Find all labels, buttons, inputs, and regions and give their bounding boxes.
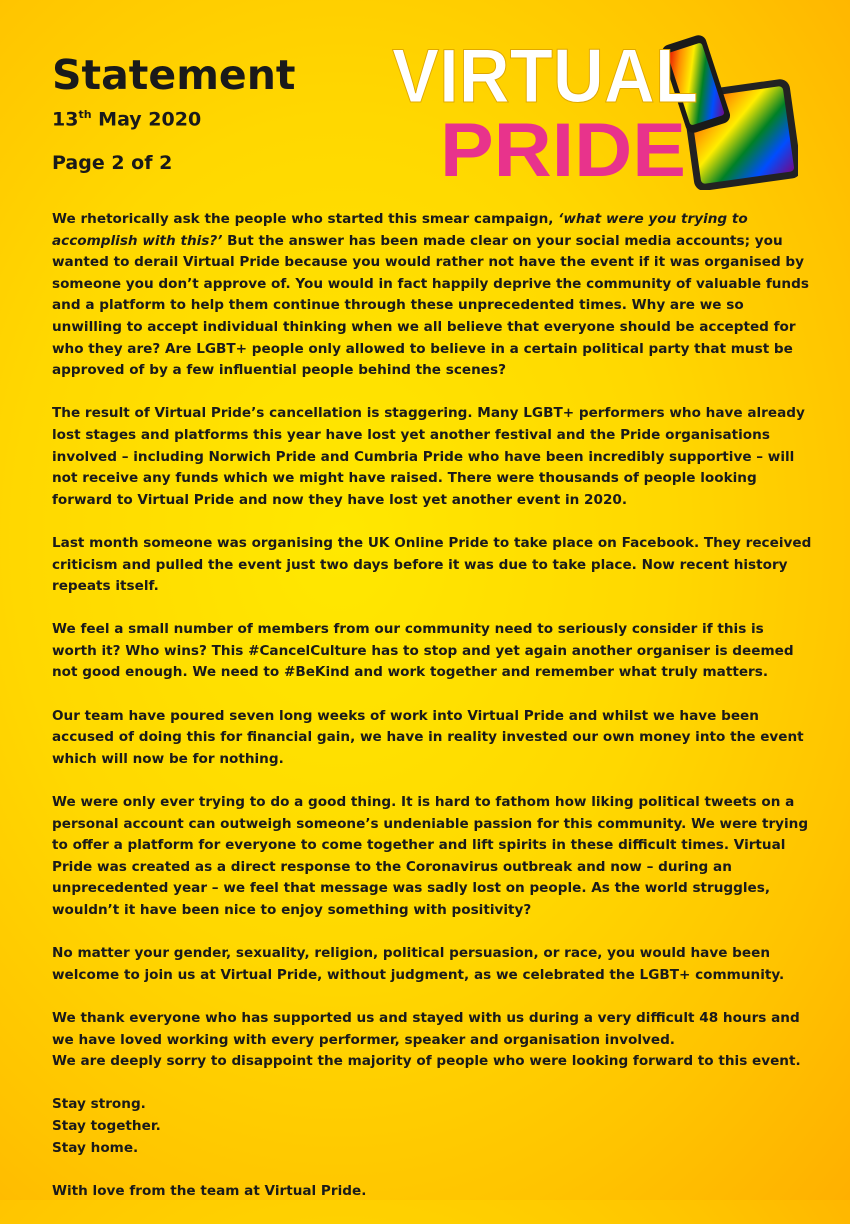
paragraph-9: We are deeply sorry to disappoint the majority of people who were looking forward to this event. (52, 1053, 801, 1070)
statement-date (52, 108, 296, 130)
logo-line-1: VIRTUAL (392, 34, 698, 119)
statement-header (52, 50, 296, 174)
paragraph-1 (52, 209, 812, 382)
statement-body (52, 209, 812, 1224)
paragraph-1-rest: But the answer has been made clear on your social media accounts; you wanted to derail Virtual Pride because you would rather not have the event if it was organised by someone you don’t approve of. You would in fact happily deprive the community of valuable funds and a platform to help them continue through these unprecedented times. Why are we so unwilling to accept individual thinking when we all believe that everyone should be accepted for who they are? Are LGBT+ people only allowed to believe in a certain political party that must be approved of by a few influential people behind the scenes? (52, 232, 809, 379)
paragraph-1-quote: ‘what were you trying to accomplish with this?’ (52, 211, 748, 249)
date-day: 13 (52, 108, 79, 131)
paragraph-4: We feel a small number of members from our community need to seriously consider if this is worth it? Who wins? This #CancelCulture has to stop and yet again another organiser is deemed not good enough. We need to #BeKind and work together and remember what truly matters. (52, 621, 794, 681)
virtual-pride-logo (388, 30, 798, 190)
page-number: Page 2 of 2 (52, 152, 173, 175)
paragraph-3: Last month someone was organising the UK Online Pride to take place on Facebook. They received criticism and pulled the event just two days before it was due to take place. Now recent history repeats itself. (52, 534, 812, 595)
page-title: Statement (52, 51, 296, 99)
closing-line-2: Stay together. (52, 1117, 161, 1134)
closing-line-1: Stay strong. (52, 1096, 146, 1113)
paragraph-8: We thank everyone who has supported us and stayed with us during a very difficult 48 hours and we have loved working with every performer, speaker and organisation involved. (52, 1009, 800, 1048)
paragraph-2: The result of Virtual Pride’s cancellation is staggering. Many LGBT+ performers who have already lost stages and platforms this year have lost yet another festival and the Pride organisations involved – including Norwich Pride and Cumbria Pride who have been incredibly supportive – will not receive any funds which we might have raised. There were thousands of people looking forward to Virtual Pride and now they have lost yet another event in 2020. (52, 405, 805, 508)
paragraph-1-intro: We rhetorically ask the people who started this smear campaign, (52, 211, 559, 227)
date-month-year: May 2020 (91, 108, 202, 131)
date-suffix: th (78, 108, 92, 121)
logo-line-2: PRIDE (440, 108, 686, 190)
paragraph-5: Our team have poured seven long weeks of work into Virtual Pride and whilst we have been accused of doing this for financial gain, we have in reality invested our own money into the event which will now be for nothing. (52, 707, 804, 767)
paragraph-7: No matter your gender, sexuality, religion, political persuasion, or race, you would have been welcome to join us at Virtual Pride, without judgment, as we celebrated the LGBT+ community. (52, 945, 785, 983)
signoff: With love from the team at Virtual Pride. (52, 1182, 367, 1199)
closing-line-3: Stay home. (52, 1139, 139, 1156)
paragraph-6: We were only ever trying to do a good thing. It is hard to fathom how liking political tweets on a personal account can outweigh someone’s undeniable passion for this community. We were trying to offer a platform for everyone to come together and lift spirits in these difficult times. Virtual Pride was created as a direct response to the Coronavirus outbreak and now – during an unprecedented year – we feel that message was sadly lost on people. As the world struggles, wouldn’t it have been nice to enjoy something with positivity? (52, 794, 809, 918)
